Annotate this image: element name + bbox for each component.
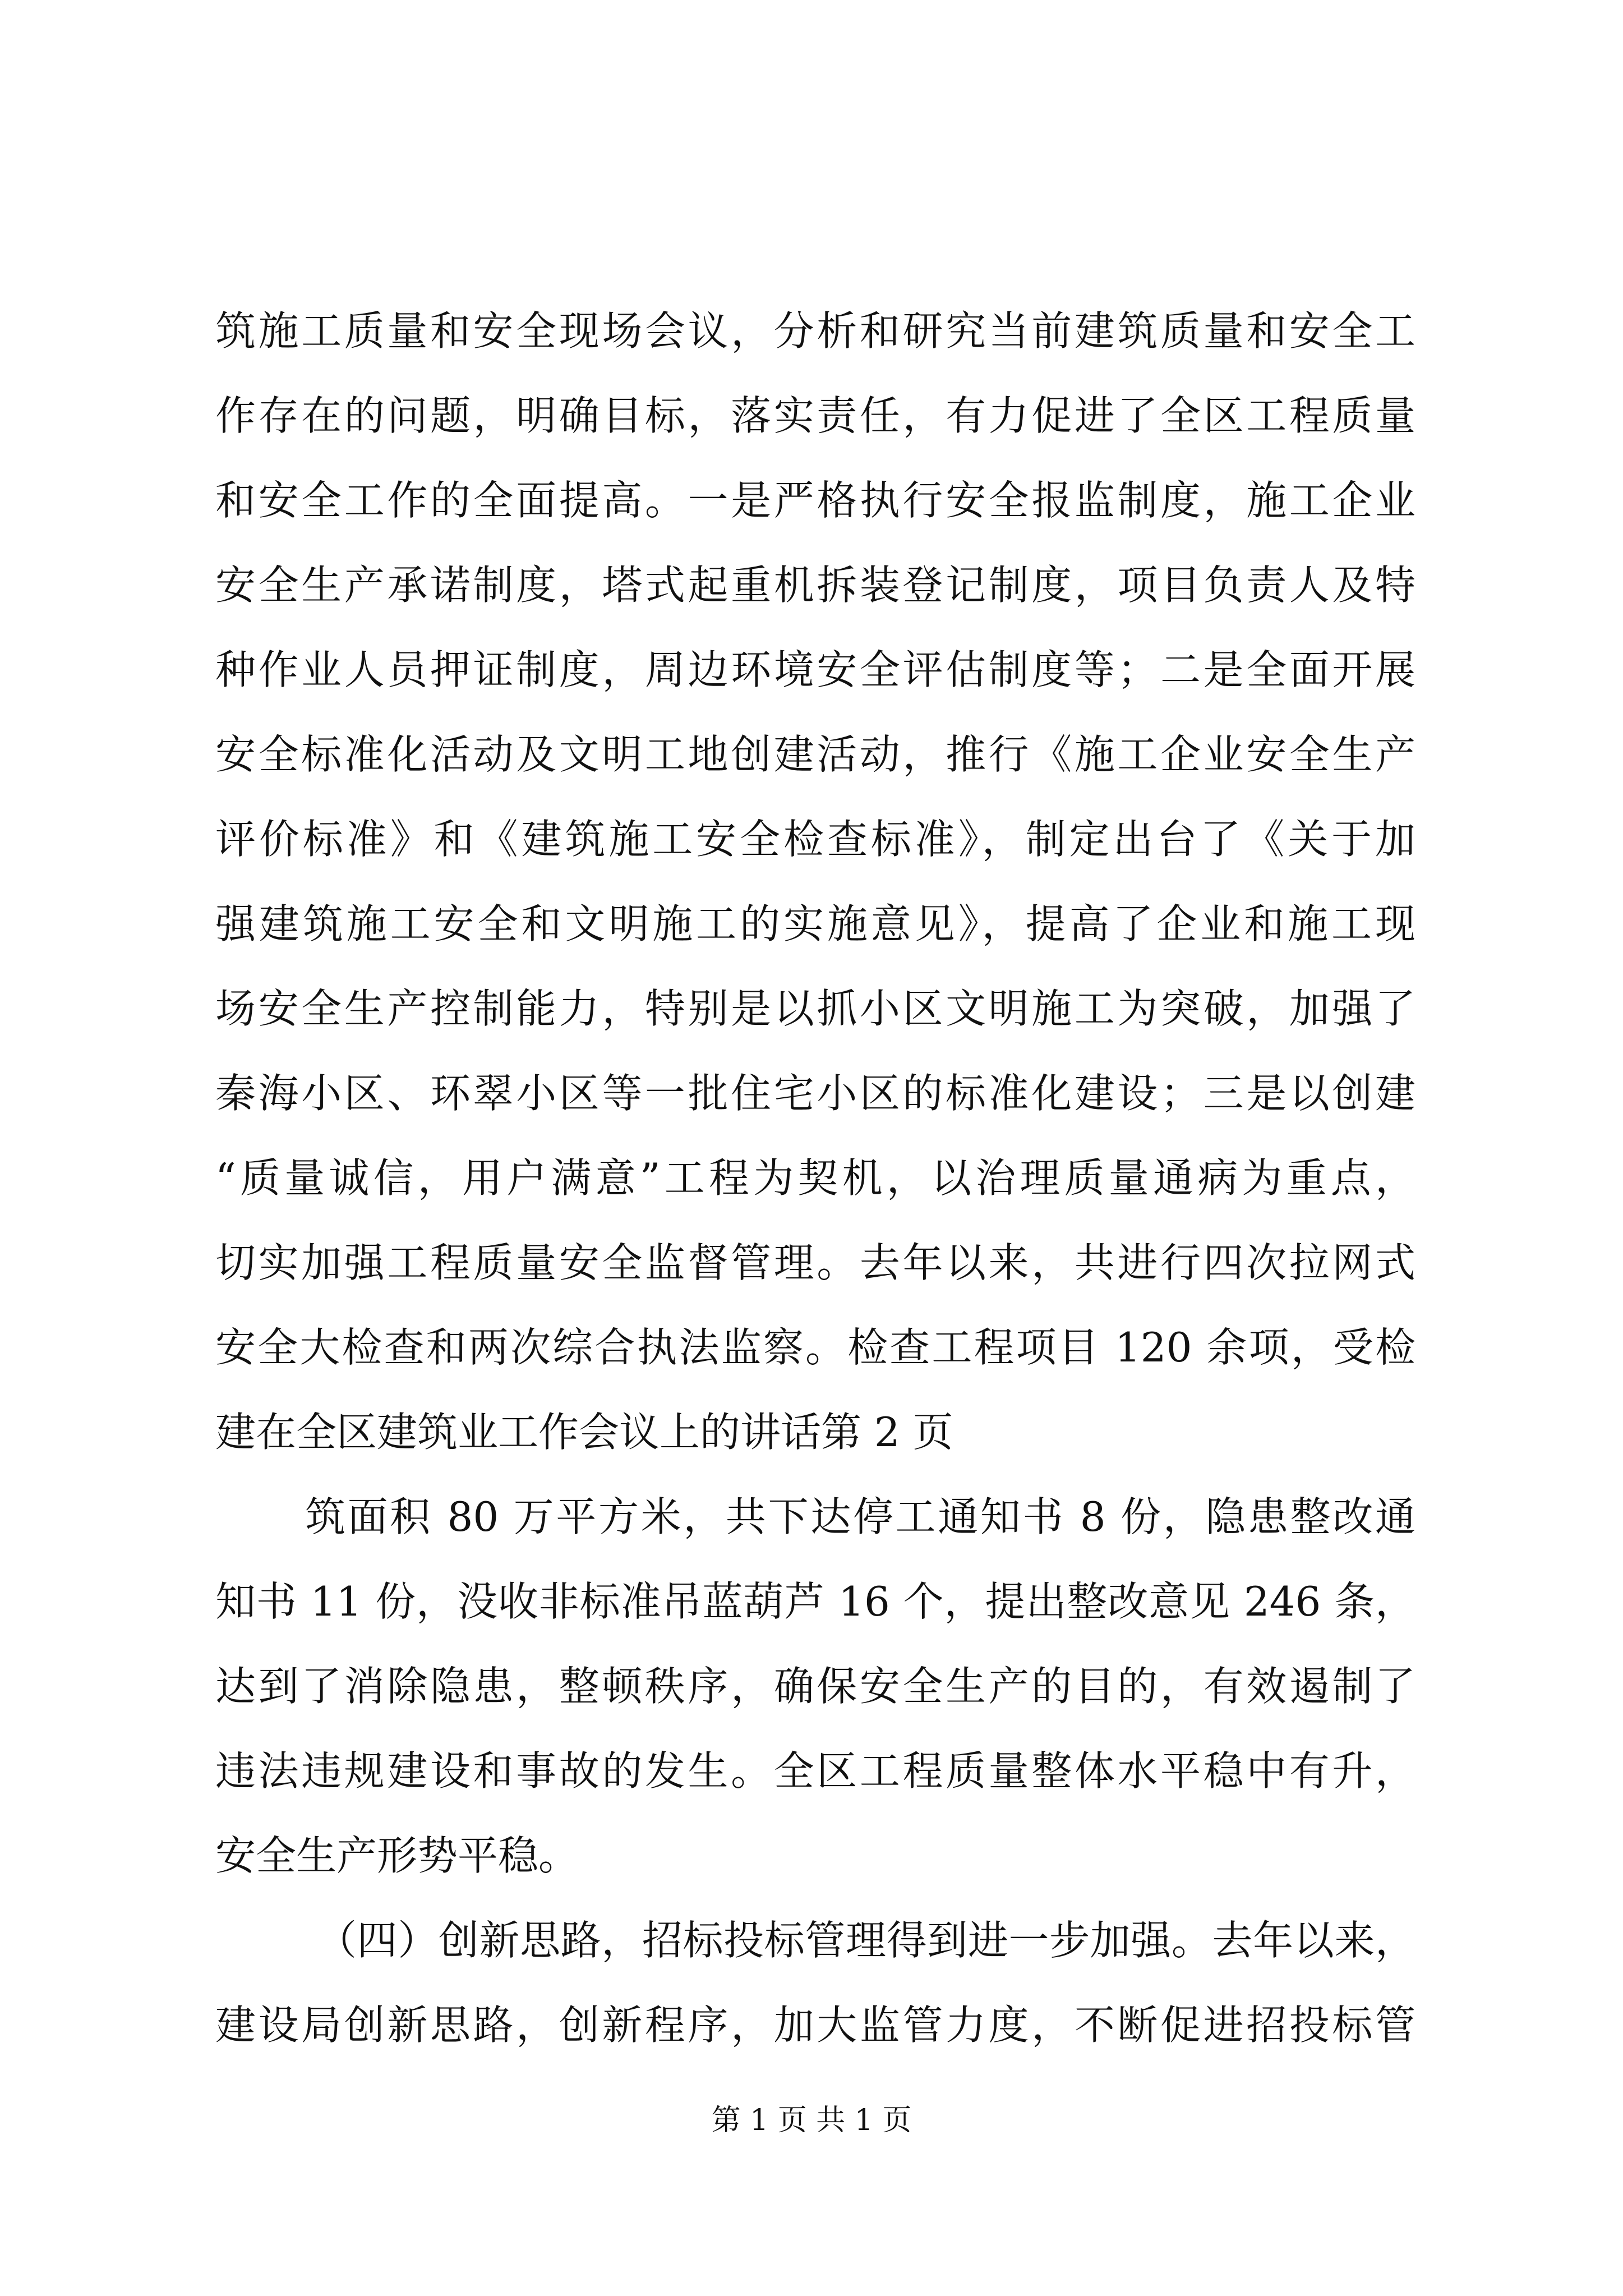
text-line: 种作业人员押证制度，周边环境安全评估制度等；二是全面开展 [215, 646, 1415, 693]
document-body [215, 303, 1415, 2082]
text-line: 建在全区建筑业工作会议上的讲话第 2 页 [215, 1409, 953, 1456]
page-footer: 第 1 页 共 1 页 [711, 2104, 912, 2137]
section-heading-line: （四）创新思路，招标投标管理得到进一步加强。去年以来， [316, 1917, 1415, 1964]
text-line: 评价标准》和《建筑施工安全检查标准》，制定出台了《关于加 [215, 816, 1415, 863]
text-line: 达到了消除隐患，整顿秩序，确保安全生产的目的，有效遏制了 [215, 1663, 1415, 1710]
text-line: 切实加强工程质量安全监督管理。去年以来，共进行四次拉网式 [215, 1239, 1415, 1286]
text-line: 安全生产承诺制度，塔式起重机拆装登记制度，项目负责人及特 [215, 562, 1415, 609]
text-line: 安全大检查和两次综合执法监察。检查工程项目 120 余项，受检 [215, 1324, 1415, 1371]
text-line: 筑施工质量和安全现场会议，分析和研究当前建筑质量和安全工 [215, 307, 1415, 355]
text-line: 作存在的问题，明确目标，落实责任，有力促进了全区工程质量 [215, 392, 1415, 439]
text-line: 强建筑施工安全和文明施工的实施意见》，提高了企业和施工现 [215, 900, 1415, 947]
text-line: 安全生产形势平稳。 [215, 1832, 579, 1879]
text-line: 筑面积 80 万平方米，共下达停工通知书 8 份，隐患整改通 [305, 1493, 1415, 1540]
text-line: 秦海小区、环翠小区等一批住宅小区的标准化建设；三是以创建 [215, 1070, 1415, 1117]
text-line: 违法违规建设和事故的发生。全区工程质量整体水平稳中有升， [215, 1747, 1415, 1795]
text-line: 和安全工作的全面提高。一是严格执行安全报监制度，施工企业 [215, 477, 1415, 524]
text-line: 知书 11 份，没收非标准吊蓝葫芦 16 个，提出整改意见 246 条， [215, 1578, 1415, 1625]
text-line: 建设局创新思路，创新程序，加大监管力度，不断促进招投标管 [215, 2001, 1415, 2049]
text-line: 场安全生产控制能力，特别是以抓小区文明施工为突破，加强了 [215, 985, 1415, 1032]
text-line: 安全标准化活动及文明工地创建活动，推行《施工企业安全生产 [215, 731, 1415, 778]
text-line: “质量诚信，用户满意”工程为契机，以治理质量通病为重点， [215, 1154, 1415, 1202]
